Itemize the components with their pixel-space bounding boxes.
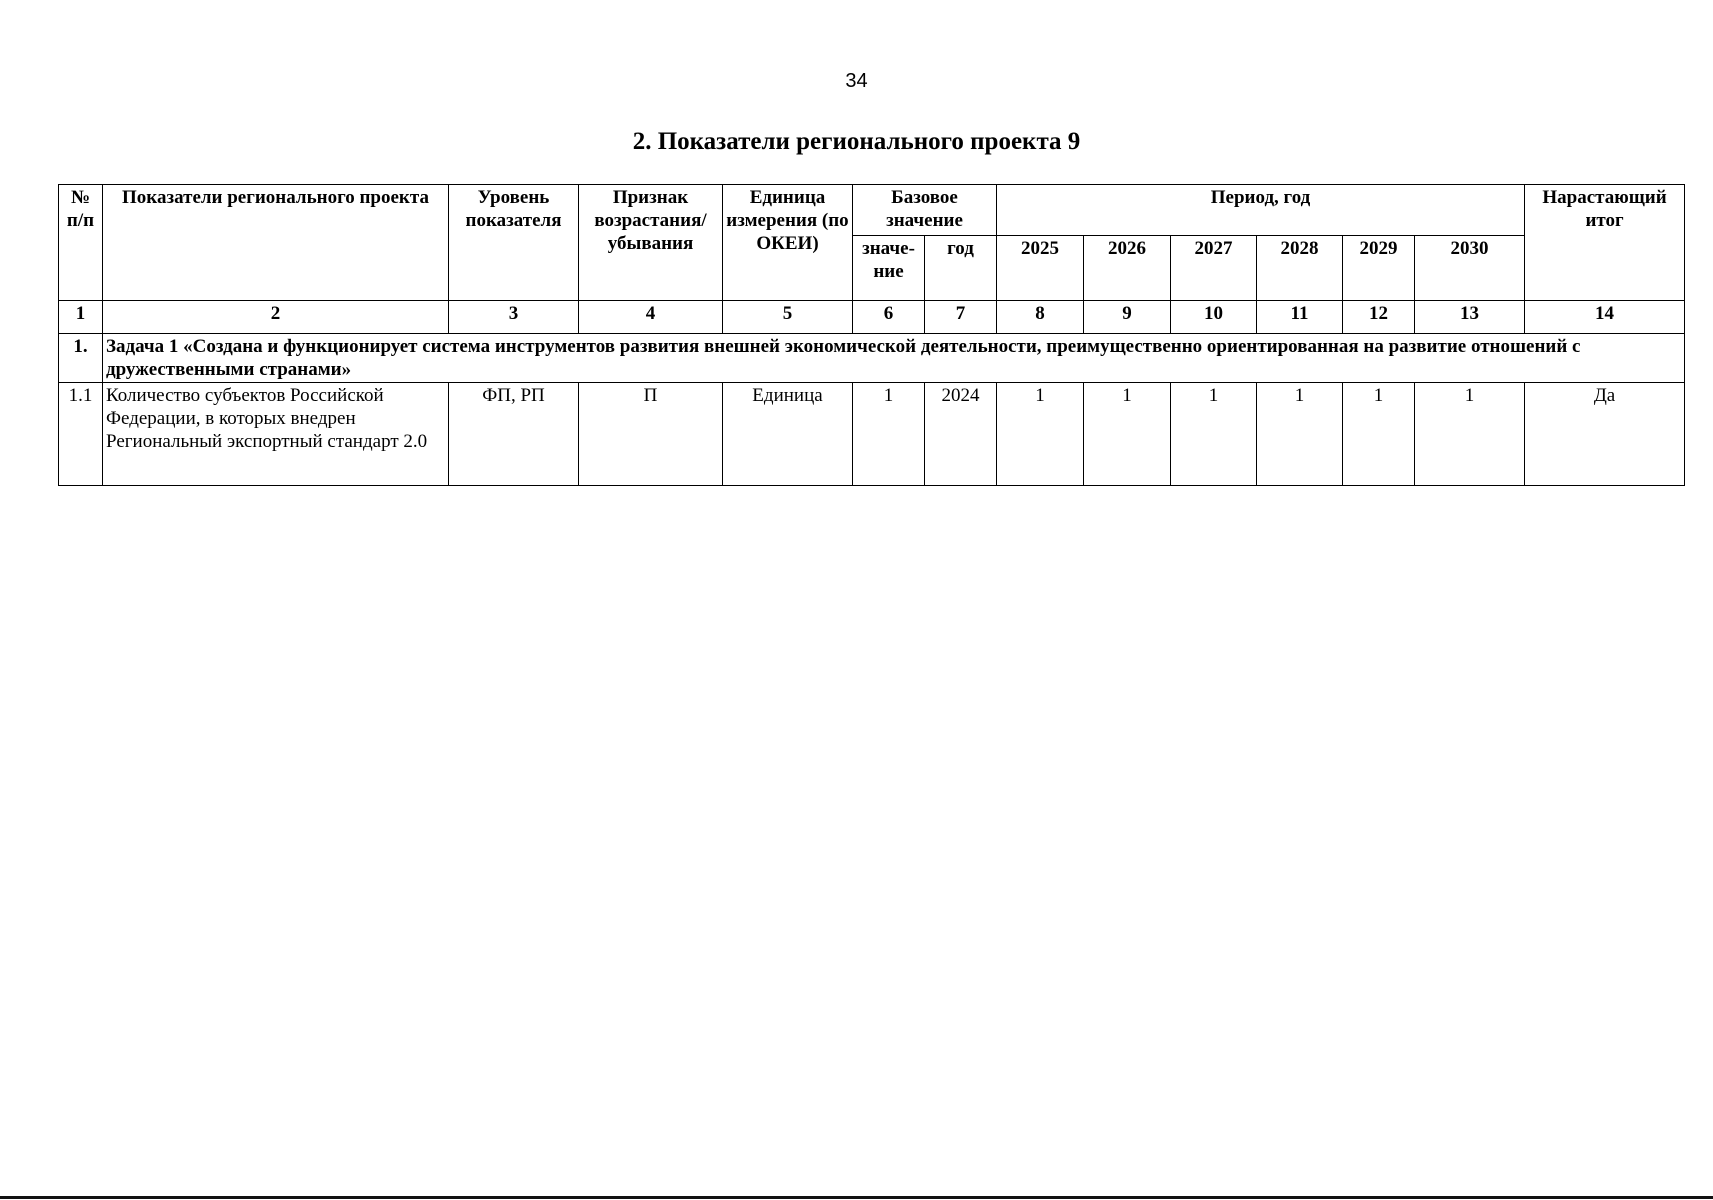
column-number: 13 xyxy=(1415,301,1525,334)
row-value-2025: 1 xyxy=(997,383,1084,486)
header-year: 2029 xyxy=(1343,236,1415,301)
row-value-2030: 1 xyxy=(1415,383,1525,486)
header-year: 2027 xyxy=(1171,236,1257,301)
header-year: 2028 xyxy=(1257,236,1343,301)
scan-edge-line xyxy=(0,1196,1713,1199)
header-level: Уровень показателя xyxy=(449,185,579,301)
header-year: 2026 xyxy=(1084,236,1171,301)
row-sign: П xyxy=(579,383,723,486)
task-row xyxy=(59,334,1685,383)
header-sign: Признак возрастания/ убывания xyxy=(579,185,723,301)
column-number: 3 xyxy=(449,301,579,334)
row-value-2028: 1 xyxy=(1257,383,1343,486)
header-period: Период, год xyxy=(997,185,1525,236)
row-indicator: Количество субъектов Российской Федерации, в которых внедрен Региональный экспортный стандарт 2.0 xyxy=(103,383,449,486)
column-number: 12 xyxy=(1343,301,1415,334)
header-num: № п/п xyxy=(59,185,103,301)
row-level: ФП, РП xyxy=(449,383,579,486)
column-number: 2 xyxy=(103,301,449,334)
task-number: 1. xyxy=(59,334,103,383)
page-number: 34 xyxy=(845,70,868,92)
row-base-value: 1 xyxy=(853,383,925,486)
column-number: 8 xyxy=(997,301,1084,334)
row-number: 1.1 xyxy=(59,383,103,486)
column-number: 1 xyxy=(59,301,103,334)
task-text: Задача 1 «Создана и функционирует система инструментов развития внешней экономической деятельности, преимущественно ориентированная на развитие отношений с дружественными странами» xyxy=(103,334,1685,383)
column-number: 5 xyxy=(723,301,853,334)
header-cumulative: Нарастающий итог xyxy=(1525,185,1685,301)
column-number: 6 xyxy=(853,301,925,334)
header-base: Базовое значение xyxy=(853,185,997,236)
header-base-year: год xyxy=(925,236,997,301)
header-year: 2030 xyxy=(1415,236,1525,301)
column-number: 4 xyxy=(579,301,723,334)
header-unit: Единица измерения (по ОКЕИ) xyxy=(723,185,853,301)
row-value-2026: 1 xyxy=(1084,383,1171,486)
table-row xyxy=(59,383,1685,486)
column-number: 11 xyxy=(1257,301,1343,334)
column-number: 14 xyxy=(1525,301,1685,334)
header-year: 2025 xyxy=(997,236,1084,301)
row-value-2029: 1 xyxy=(1343,383,1415,486)
header-base-value: значе-ние xyxy=(853,236,925,301)
row-cumulative: Да xyxy=(1525,383,1685,486)
column-number: 9 xyxy=(1084,301,1171,334)
row-value-2027: 1 xyxy=(1171,383,1257,486)
page-title: 2. Показатели регионального проекта 9 xyxy=(632,128,1081,155)
header-indicator: Показатели регионального проекта xyxy=(103,185,449,301)
row-base-year: 2024 xyxy=(925,383,997,486)
indicators-table xyxy=(58,184,1685,486)
column-number: 7 xyxy=(925,301,997,334)
column-numbers-row xyxy=(59,301,1685,334)
row-unit: Единица xyxy=(723,383,853,486)
column-number: 10 xyxy=(1171,301,1257,334)
